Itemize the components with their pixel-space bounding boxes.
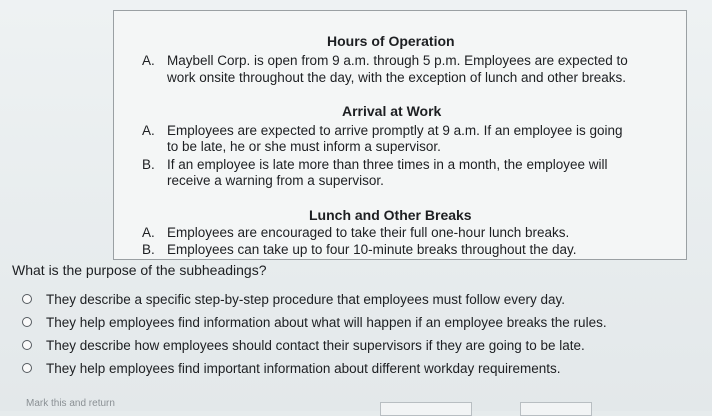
choice-text: They help employees find important information about different workday requirements. — [46, 360, 561, 376]
footer-button[interactable] — [520, 402, 592, 416]
radio-button[interactable] — [22, 317, 32, 327]
choice-text: They help employees find information about what will happen if an employee breaks the rules. — [46, 314, 607, 330]
section-title-lunch: Lunch and Other Breaks — [309, 207, 472, 223]
item-line: receive a warning from a supervisor. — [167, 173, 384, 188]
choice-text: They describe how employees should contact their supervisors if they are going to be late. — [46, 337, 585, 353]
answer-choice-1[interactable] — [22, 290, 565, 308]
choice-text: They describe a specific step-by-step procedure that employees must follow every day. — [46, 291, 565, 307]
passage-box — [113, 10, 687, 260]
radio-button[interactable] — [22, 294, 32, 304]
item-line: Employees can take up to four 10-minute breaks throughout the day. — [167, 242, 577, 257]
item-letter: A. — [142, 123, 155, 138]
question-stem: What is the purpose of the subheadings? — [12, 262, 267, 278]
item-line: Employees are encouraged to take their full one-hour lunch breaks. — [167, 225, 570, 240]
answer-choice-3[interactable] — [22, 336, 585, 354]
item-letter: A. — [142, 225, 155, 240]
radio-button[interactable] — [22, 340, 32, 350]
item-line: If an employee is late more than three times in a month, the employee will — [167, 157, 608, 172]
answer-choice-2[interactable] — [22, 313, 607, 331]
footer-button[interactable] — [380, 402, 472, 416]
radio-button[interactable] — [22, 363, 32, 373]
item-line: to be late, he or she must inform a supervisor. — [167, 139, 441, 154]
section-title-hours: Hours of Operation — [327, 33, 455, 49]
item-line: work onsite throughout the day, with the exception of lunch and other breaks. — [167, 70, 627, 85]
item-letter: A. — [142, 53, 155, 68]
item-letter: B. — [142, 157, 155, 172]
item-line: Employees are expected to arrive promptly at 9 a.m. If an employee is going — [167, 123, 623, 138]
item-line: Maybell Corp. is open from 9 a.m. through 5 p.m. Employees are expected to — [167, 53, 628, 68]
item-letter: B. — [142, 242, 155, 257]
mark-and-return-link[interactable]: Mark this and return — [26, 398, 115, 409]
section-title-arrival: Arrival at Work — [342, 103, 442, 119]
answer-choice-4[interactable] — [22, 359, 561, 377]
